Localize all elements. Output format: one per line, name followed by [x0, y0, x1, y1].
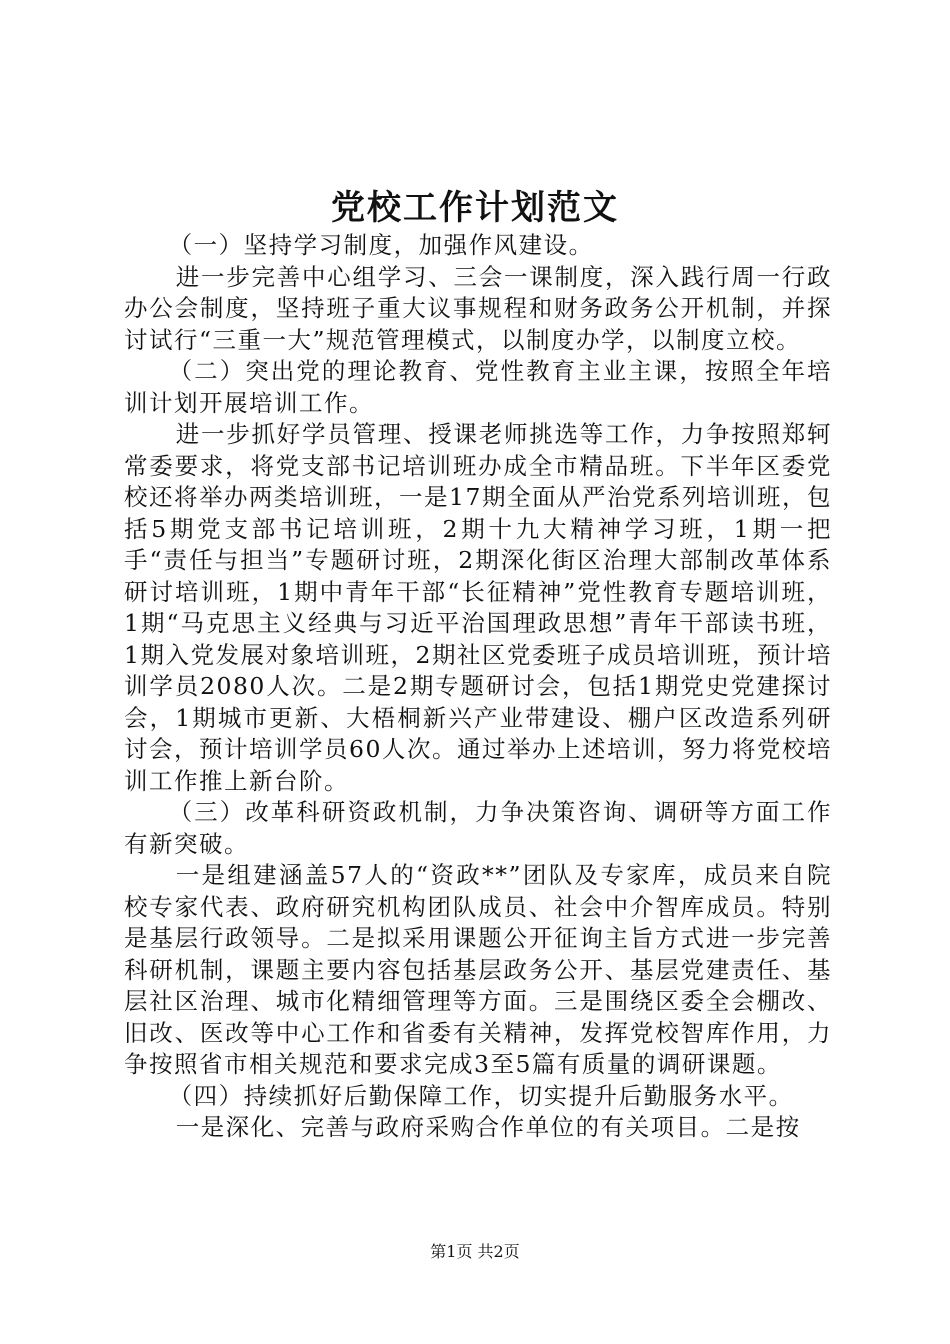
body-paragraph: 进一步抓好学员管理、授课老师挑选等工作，力争按照郑轲常委要求，将党支部书记培训班办成全市精品班。下半年区委党校还将举办两类培训班，一是17期全面从严治党系列培训班，包括5期党支部书记培训班，2期十九大精神学习班，1期一把手“责任与担当”专题研讨班，2期深化街区治理大部制改革体系研讨培训班，1期中青年干部“长征精神”党性教育专题培训班，1期“马克思主义经典与习近平治国理政思想”青年干部读书班，1期入党发展对象培训班，2期社区党委班子成员培训班，预计培训学员2080人次。二是2期专题研讨会，包括1期党史党建探讨会，1期城市更新、大梧桐新兴产业带建设、棚户区改造系列研讨会，预计培训学员60人次。通过举办上述培训，努力将党校培训工作推上新台阶。	[124, 420, 832, 795]
body-paragraph: 进一步完善中心组学习、三会一课制度，深入践行周一行政办公会制度，坚持班子重大议事规程和财务政务公开机制，并探讨试行“三重一大”规范管理模式，以制度办学，以制度立校。	[124, 262, 832, 354]
page-footer: 第1页 共2页	[430, 1242, 520, 1261]
body-paragraph: 一是组建涵盖57人的“资政**”团队及专家库，成员来自院校专家代表、政府研究机构团队成员、社会中介智库成员。特别是基层行政领导。二是拟采用课题公开征询主旨方式进一步完善科研机制，课题主要内容包括基层政务公开、基层党建责任、基层社区治理、城市化精细管理等方面。三是围绕区委全会棚改、旧改、医改等中心工作和省委有关精神，发挥党校智库作用，力争按照省市相关规范和要求完成3至5篇有质量的调研课题。	[124, 861, 832, 1078]
document-title: 党校工作计划范文	[331, 188, 619, 228]
document-body	[124, 230, 832, 1144]
section-heading: （四）持续抓好后勤保障工作，切实提升后勤服务水平。	[168, 1081, 794, 1110]
section-heading: （三）改革科研资政机制，力争决策咨询、调研等方面工作有新突破。	[124, 798, 832, 858]
body-paragraph: 一是深化、完善与政府采购合作单位的有关项目。二是按	[175, 1113, 801, 1141]
section-heading: （二）突出党的理论教育、党性教育主业主课，按照全年培训计划开展培训工作。	[124, 357, 832, 417]
section-heading: （一）坚持学习制度，加强作风建设。	[168, 231, 594, 259]
